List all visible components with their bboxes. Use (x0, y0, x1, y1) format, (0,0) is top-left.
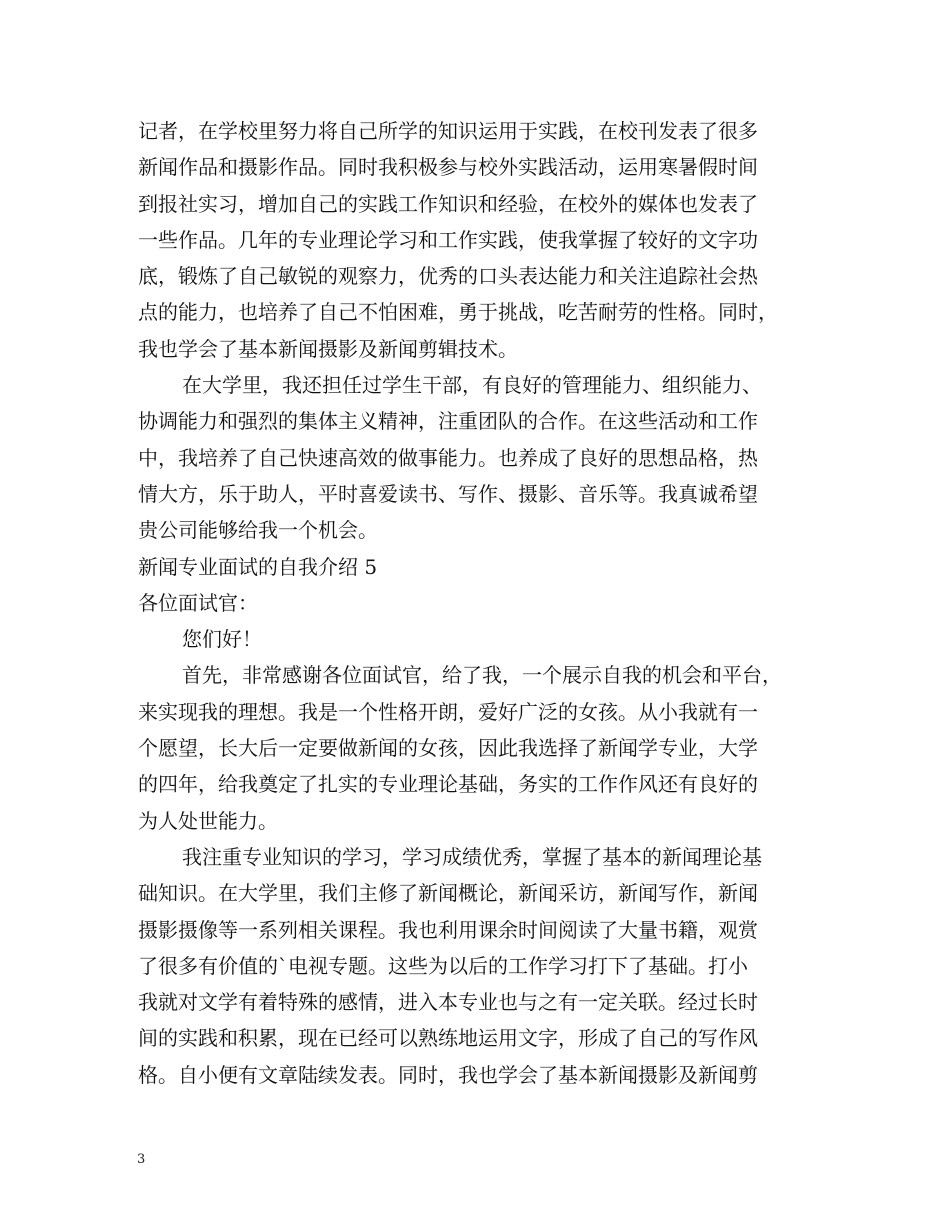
text-line: 中，我培养了自己快速高效的做事能力。也养成了良好的思想品格，热 (138, 445, 758, 470)
text-line: 的四年，给我奠定了扎实的专业理论基础，务实的工作作风还有良好的 (138, 772, 758, 797)
text-line: 贵公司能够给我一个机会。 (138, 518, 378, 543)
text-line: 我也学会了基本新闻摄影及新闻剪辑技术。 (138, 336, 518, 361)
paragraph-first-line: 我注重专业知识的学习，学习成绩优秀，掌握了基本的新闻理论基 (182, 844, 762, 869)
text-line: 我就对文学有着特殊的感情，进入本专业也与之有一定关联。经过长时 (138, 990, 758, 1015)
text-line: 来实现我的理想。我是一个性格开朗，爱好广泛的女孩。从小我就有一 (138, 699, 758, 724)
text-line: 新闻作品和摄影作品。同时我积极参与校外实践活动，运用寒暑假时间 (138, 155, 758, 180)
text-line: 到报社实习，增加自己的实践工作知识和经验，在校外的媒体也发表了 (138, 191, 758, 216)
text-line: 础知识。在大学里，我们主修了新闻概论，新闻采访，新闻写作，新闻 (138, 881, 758, 906)
text-line: 摄影摄像等一系列相关课程。我也利用课余时间阅读了大量书籍，观赏 (138, 917, 758, 942)
text-line: 记者，在学校里努力将自己所学的知识运用于实践，在校刊发表了很多 (138, 119, 758, 143)
salutation: 各位面试官： (138, 590, 258, 615)
text-line: 个愿望，长大后一定要做新闻的女孩，因此我选择了新闻学专业，大学 (138, 736, 758, 761)
text-line: 了很多有价值的`电视专题。这些为以后的工作学习打下了基础。打小 (138, 953, 748, 978)
text-line: 协调能力和强烈的集体主义精神，注重团队的合作。在这些活动和工作 (138, 409, 758, 434)
text-line: 点的能力，也培养了自己不怕困难，勇于挑战，吃苦耐劳的性格。同时， (138, 300, 778, 325)
greeting: 您们好！ (182, 627, 262, 652)
text-line: 格。自小便有文章陆续发表。同时，我也学会了基本新闻摄影及新闻剪 (138, 1062, 758, 1087)
section-heading: 新闻专业面试的自我介绍 5 (138, 554, 378, 579)
paragraph-first-line: 首先，非常感谢各位面试官，给了我，一个展示自我的机会和平台， (182, 663, 782, 688)
paragraph-first-line: 在大学里，我还担任过学生干部，有良好的管理能力、组织能力、 (182, 373, 762, 398)
text-line: 底，锻炼了自己敏锐的观察力，优秀的口头表达能力和关注追踪社会热 (138, 264, 758, 289)
text-line: 为人处世能力。 (138, 808, 278, 833)
text-line: 情大方，乐于助人，平时喜爱读书、写作、摄影、音乐等。我真诚希望 (138, 481, 758, 506)
page-number: 3 (137, 1152, 146, 1167)
document-body (138, 113, 830, 1093)
text-line: 一些作品。几年的专业理论学习和工作实践，使我掌握了较好的文字功 (138, 227, 758, 252)
text-line: 间的实践和积累，现在已经可以熟练地运用文字，形成了自己的写作风 (138, 1026, 758, 1051)
